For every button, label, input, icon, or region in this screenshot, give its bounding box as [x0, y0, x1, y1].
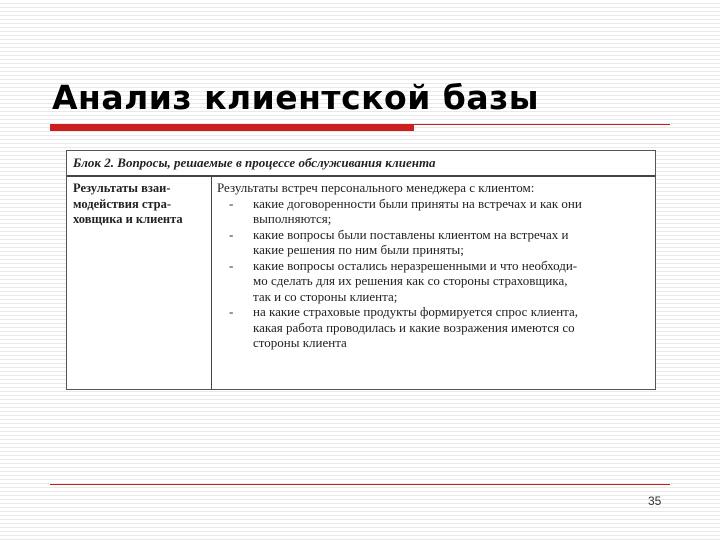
- footer-rule: [50, 484, 670, 485]
- list-item: [217, 196, 649, 227]
- dash-marker: -: [229, 304, 234, 319]
- list-item-line: на какие страховые продукты формируется спрос клиента,: [253, 304, 579, 319]
- table-header-divider: [67, 175, 655, 177]
- left-cell-line: модействия стра-: [73, 196, 172, 211]
- block-title: Блок 2. Вопросы, решаемые в процессе обслуживания клиента: [73, 155, 436, 170]
- left-cell-line: Результаты взаи-: [73, 181, 171, 195]
- list-item-line: какие договоренности были приняты на встречах и как они: [253, 195, 582, 211]
- list-item-line: какие вопросы остались неразрешенными и что необходи-: [253, 257, 578, 273]
- dash-marker: -: [229, 257, 234, 273]
- list-item-line: выполняются;: [253, 211, 332, 226]
- title-underline-thin: [414, 124, 670, 125]
- results-list: [217, 196, 649, 351]
- list-item-line: какие решения по ним были приняты;: [253, 242, 464, 257]
- title-underline-thick: [50, 124, 414, 131]
- page-number: 35: [648, 494, 662, 508]
- list-item-line: так и со стороны клиента;: [253, 288, 398, 304]
- list-item: [217, 227, 649, 258]
- left-cell-line: ховщика и клиента: [73, 212, 183, 226]
- slide-title: Анализ клиентской базы: [52, 78, 540, 117]
- left-cell: [73, 181, 209, 228]
- list-item-line: мо сделать для их решения как со стороны страховщика,: [253, 273, 568, 288]
- dash-marker: -: [229, 195, 234, 211]
- list-item: [217, 258, 649, 305]
- list-item-line: какая работа проводилась и какие возражения имеются со: [253, 319, 575, 335]
- list-item-line: какие вопросы были поставлены клиентом на встречах и: [253, 226, 569, 242]
- right-cell-intro: Результаты встреч персонального менеджера с клиентом:: [217, 180, 535, 195]
- right-cell: [217, 180, 649, 351]
- dash-marker: -: [229, 226, 234, 242]
- list-item: [217, 304, 649, 351]
- content-table: [66, 150, 656, 390]
- list-item-line: стороны клиента: [253, 335, 347, 350]
- table-column-divider: [211, 177, 212, 389]
